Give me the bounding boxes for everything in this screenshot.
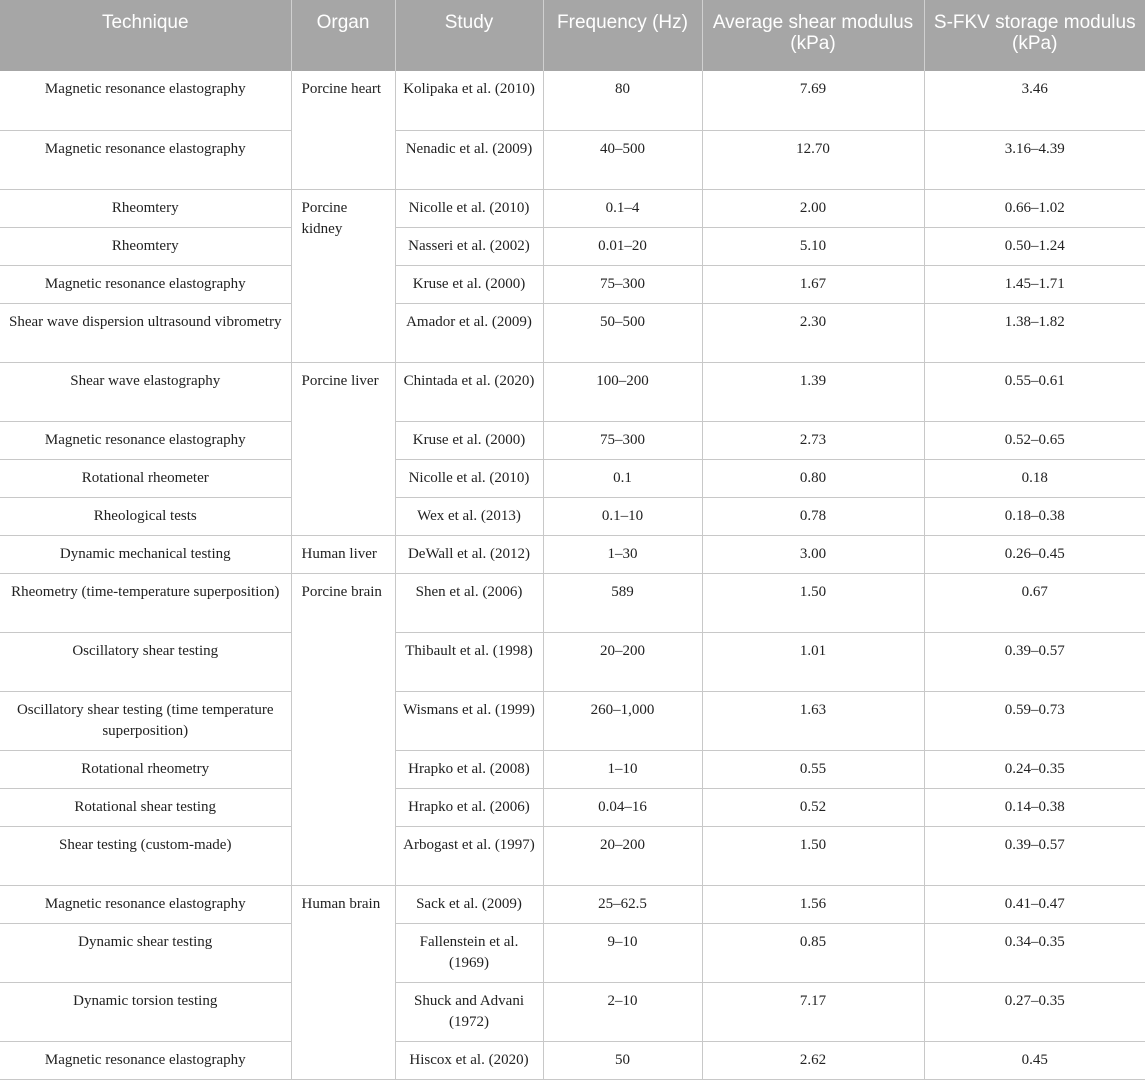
cell-technique: Shear testing (custom-made) <box>0 826 291 885</box>
cell-frequency: 75–300 <box>543 265 702 303</box>
cell-study: Nenadic et al. (2009) <box>395 130 543 189</box>
cell-sfkv-storage-modulus: 0.27–0.35 <box>924 982 1145 1041</box>
table-row <box>0 788 1145 826</box>
cell-organ: Porcine kidney <box>291 189 395 362</box>
cell-sfkv-storage-modulus: 0.55–0.61 <box>924 362 1145 421</box>
cell-sfkv-storage-modulus: 0.50–1.24 <box>924 227 1145 265</box>
cell-average-shear-modulus: 1.50 <box>702 573 924 632</box>
cell-study: Shen et al. (2006) <box>395 573 543 632</box>
cell-frequency: 1–10 <box>543 750 702 788</box>
header-organ: Organ <box>291 0 395 71</box>
cell-technique: Dynamic mechanical testing <box>0 535 291 573</box>
cell-frequency: 100–200 <box>543 362 702 421</box>
header-study: Study <box>395 0 543 71</box>
cell-technique: Rheometry (time-temperature superposition) <box>0 573 291 632</box>
cell-organ: Porcine heart <box>291 71 395 189</box>
table-row <box>0 227 1145 265</box>
header-frequency: Frequency (Hz) <box>543 0 702 71</box>
cell-frequency: 50 <box>543 1041 702 1079</box>
cell-sfkv-storage-modulus: 0.41–0.47 <box>924 885 1145 923</box>
cell-sfkv-storage-modulus: 3.16–4.39 <box>924 130 1145 189</box>
cell-study: Hrapko et al. (2006) <box>395 788 543 826</box>
cell-average-shear-modulus: 2.30 <box>702 303 924 362</box>
cell-technique: Magnetic resonance elastography <box>0 421 291 459</box>
cell-sfkv-storage-modulus: 0.18–0.38 <box>924 497 1145 535</box>
cell-sfkv-storage-modulus: 0.14–0.38 <box>924 788 1145 826</box>
cell-study: DeWall et al. (2012) <box>395 535 543 573</box>
cell-average-shear-modulus: 1.50 <box>702 826 924 885</box>
cell-sfkv-storage-modulus: 0.67 <box>924 573 1145 632</box>
cell-technique: Shear wave elastography <box>0 362 291 421</box>
cell-organ: Human brain <box>291 885 395 1079</box>
cell-frequency: 40–500 <box>543 130 702 189</box>
table-body <box>0 71 1145 1079</box>
cell-frequency: 80 <box>543 71 702 130</box>
cell-frequency: 0.04–16 <box>543 788 702 826</box>
cell-sfkv-storage-modulus: 0.39–0.57 <box>924 826 1145 885</box>
cell-study: Nicolle et al. (2010) <box>395 459 543 497</box>
cell-sfkv-storage-modulus: 0.24–0.35 <box>924 750 1145 788</box>
cell-frequency: 20–200 <box>543 632 702 691</box>
table-row <box>0 421 1145 459</box>
cell-study: Arbogast et al. (1997) <box>395 826 543 885</box>
cell-technique: Rotational rheometry <box>0 750 291 788</box>
cell-average-shear-modulus: 7.17 <box>702 982 924 1041</box>
cell-study: Amador et al. (2009) <box>395 303 543 362</box>
table-row <box>0 1041 1145 1079</box>
cell-sfkv-storage-modulus: 0.45 <box>924 1041 1145 1079</box>
cell-study: Nicolle et al. (2010) <box>395 189 543 227</box>
header-sfkv-storage-modulus: S-FKV storage modulus (kPa) <box>924 0 1145 71</box>
cell-average-shear-modulus: 3.00 <box>702 535 924 573</box>
cell-average-shear-modulus: 5.10 <box>702 227 924 265</box>
cell-average-shear-modulus: 0.78 <box>702 497 924 535</box>
cell-technique: Magnetic resonance elastography <box>0 71 291 130</box>
cell-organ: Human liver <box>291 535 395 573</box>
table-row <box>0 130 1145 189</box>
table-row <box>0 265 1145 303</box>
cell-average-shear-modulus: 1.67 <box>702 265 924 303</box>
cell-technique: Rheological tests <box>0 497 291 535</box>
cell-frequency: 0.01–20 <box>543 227 702 265</box>
cell-technique: Oscillatory shear testing (time temperature superposition) <box>0 691 291 750</box>
cell-frequency: 0.1 <box>543 459 702 497</box>
cell-average-shear-modulus: 7.69 <box>702 71 924 130</box>
cell-average-shear-modulus: 1.56 <box>702 885 924 923</box>
cell-sfkv-storage-modulus: 1.38–1.82 <box>924 303 1145 362</box>
cell-study: Chintada et al. (2020) <box>395 362 543 421</box>
cell-study: Shuck and Advani (1972) <box>395 982 543 1041</box>
table-row <box>0 573 1145 632</box>
cell-average-shear-modulus: 12.70 <box>702 130 924 189</box>
cell-study: Kruse et al. (2000) <box>395 421 543 459</box>
table-row <box>0 459 1145 497</box>
header-technique: Technique <box>0 0 291 71</box>
cell-study: Fallenstein et al. (1969) <box>395 923 543 982</box>
cell-frequency: 0.1–10 <box>543 497 702 535</box>
cell-technique: Dynamic shear testing <box>0 923 291 982</box>
table-row <box>0 982 1145 1041</box>
cell-average-shear-modulus: 1.01 <box>702 632 924 691</box>
table-row <box>0 923 1145 982</box>
cell-frequency: 2–10 <box>543 982 702 1041</box>
cell-technique: Magnetic resonance elastography <box>0 130 291 189</box>
cell-average-shear-modulus: 2.00 <box>702 189 924 227</box>
cell-average-shear-modulus: 0.55 <box>702 750 924 788</box>
cell-sfkv-storage-modulus: 0.26–0.45 <box>924 535 1145 573</box>
cell-technique: Oscillatory shear testing <box>0 632 291 691</box>
cell-frequency: 260–1,000 <box>543 691 702 750</box>
cell-technique: Rotational shear testing <box>0 788 291 826</box>
cell-average-shear-modulus: 0.85 <box>702 923 924 982</box>
cell-average-shear-modulus: 2.73 <box>702 421 924 459</box>
table-row <box>0 632 1145 691</box>
cell-technique: Rotational rheometer <box>0 459 291 497</box>
cell-study: Sack et al. (2009) <box>395 885 543 923</box>
table-row <box>0 303 1145 362</box>
cell-sfkv-storage-modulus: 0.59–0.73 <box>924 691 1145 750</box>
table-row <box>0 885 1145 923</box>
cell-sfkv-storage-modulus: 3.46 <box>924 71 1145 130</box>
cell-frequency: 25–62.5 <box>543 885 702 923</box>
table-row <box>0 750 1145 788</box>
cell-average-shear-modulus: 2.62 <box>702 1041 924 1079</box>
cell-study: Nasseri et al. (2002) <box>395 227 543 265</box>
cell-sfkv-storage-modulus: 0.34–0.35 <box>924 923 1145 982</box>
table-row <box>0 535 1145 573</box>
cell-technique: Rheomtery <box>0 189 291 227</box>
header-average-shear-modulus: Average shear modulus (kPa) <box>702 0 924 71</box>
header-row <box>0 0 1145 71</box>
cell-technique: Rheomtery <box>0 227 291 265</box>
cell-frequency: 589 <box>543 573 702 632</box>
cell-frequency: 20–200 <box>543 826 702 885</box>
cell-study: Thibault et al. (1998) <box>395 632 543 691</box>
cell-study: Kruse et al. (2000) <box>395 265 543 303</box>
cell-organ: Porcine brain <box>291 573 395 885</box>
table-row <box>0 362 1145 421</box>
table-row <box>0 826 1145 885</box>
cell-average-shear-modulus: 1.63 <box>702 691 924 750</box>
cell-study: Kolipaka et al. (2010) <box>395 71 543 130</box>
cell-frequency: 9–10 <box>543 923 702 982</box>
table-row <box>0 189 1145 227</box>
cell-sfkv-storage-modulus: 0.39–0.57 <box>924 632 1145 691</box>
table-row <box>0 691 1145 750</box>
cell-frequency: 75–300 <box>543 421 702 459</box>
cell-organ: Porcine liver <box>291 362 395 535</box>
cell-frequency: 0.1–4 <box>543 189 702 227</box>
cell-frequency: 1–30 <box>543 535 702 573</box>
cell-average-shear-modulus: 0.52 <box>702 788 924 826</box>
cell-technique: Magnetic resonance elastography <box>0 1041 291 1079</box>
table-row <box>0 497 1145 535</box>
cell-technique: Magnetic resonance elastography <box>0 265 291 303</box>
cell-study: Hrapko et al. (2008) <box>395 750 543 788</box>
cell-technique: Magnetic resonance elastography <box>0 885 291 923</box>
cell-sfkv-storage-modulus: 0.52–0.65 <box>924 421 1145 459</box>
cell-average-shear-modulus: 0.80 <box>702 459 924 497</box>
cell-sfkv-storage-modulus: 1.45–1.71 <box>924 265 1145 303</box>
table-header <box>0 0 1145 71</box>
cell-technique: Shear wave dispersion ultrasound vibrometry <box>0 303 291 362</box>
cell-study: Hiscox et al. (2020) <box>395 1041 543 1079</box>
cell-study: Wex et al. (2013) <box>395 497 543 535</box>
cell-frequency: 50–500 <box>543 303 702 362</box>
cell-average-shear-modulus: 1.39 <box>702 362 924 421</box>
cell-technique: Dynamic torsion testing <box>0 982 291 1041</box>
table-row <box>0 71 1145 130</box>
cell-study: Wismans et al. (1999) <box>395 691 543 750</box>
cell-sfkv-storage-modulus: 0.66–1.02 <box>924 189 1145 227</box>
cell-sfkv-storage-modulus: 0.18 <box>924 459 1145 497</box>
